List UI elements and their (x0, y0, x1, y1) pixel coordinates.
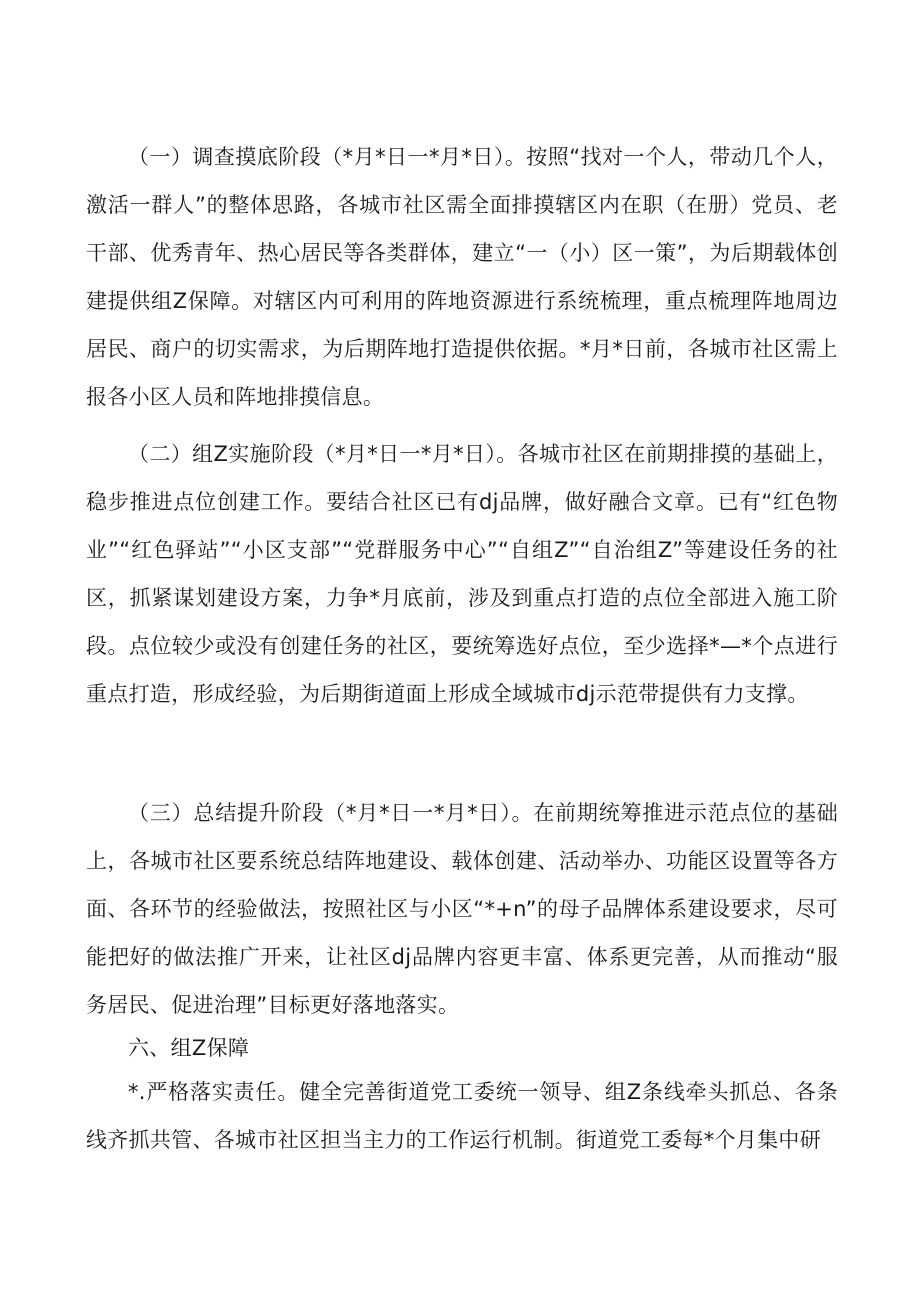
paragraph-implementation-stage: （二）组Z实施阶段（*月*日一*月*日）。各城市社区在前期排摸的基础上，稳步推进点位创建工作。要结合社区已有dj品牌，做好融合文章。已有“红色物业”“红色驿站”“小区支部”“党群服务中心”“自组Z”“自治组Z”等建设任务的社区，抓紧谋划建设方案，力争*月底前，涉及到重点打造的点位全部进入施工阶段。点位较少或没有创建任务的社区，要统筹选好点位，至少选择*—*个点进行重点打造，形成经验，为后期街道面上形成全域城市dj示范带提供有力支撑。 (86, 442, 838, 706)
paragraph-survey-stage: （一）调查摸底阶段（*月*日一*月*日）。按照“找对一个人，带动几个人，激活一群人”的整体思路，各城市社区需全面排摸辖区内在职（在册）党员、老干部、优秀青年、热心居民等各类群体，建立“一（小）区一策”，为后期载体创建提供组Z保障。对辖区内可利用的阵地资源进行系统梳理，重点梳理阵地周边居民、商户的切实需求，为后期阵地打造提供依据。*月*日前，各城市社区需上报各小区人员和阵地排摸信息。 (86, 145, 838, 409)
section-heading: 六、组Z保障 (128, 1036, 250, 1060)
paragraph-summary-stage: （三）总结提升阶段（*月*日一*月*日）。在前期统筹推进示范点位的基础上，各城市社区要系统总结阵地建设、载体创建、活动举办、功能区设置等各方面、各环节的经验做法，按照社区与小区“*+n”的母子品牌体系建设要求，尽可能把好的做法推广开来，让社区dj品牌内容更丰富、体系更完善，从而推动“服务居民、促进治理”目标更好落地落实。 (86, 801, 838, 1017)
paragraph-responsibility: *.严格落实责任。健全完善街道党工委统一领导、组Z条线牵头抓总、各条线齐抓共管、各城市社区担当主力的工作运行机制。街道党工委每*个月集中研 (86, 1080, 838, 1152)
